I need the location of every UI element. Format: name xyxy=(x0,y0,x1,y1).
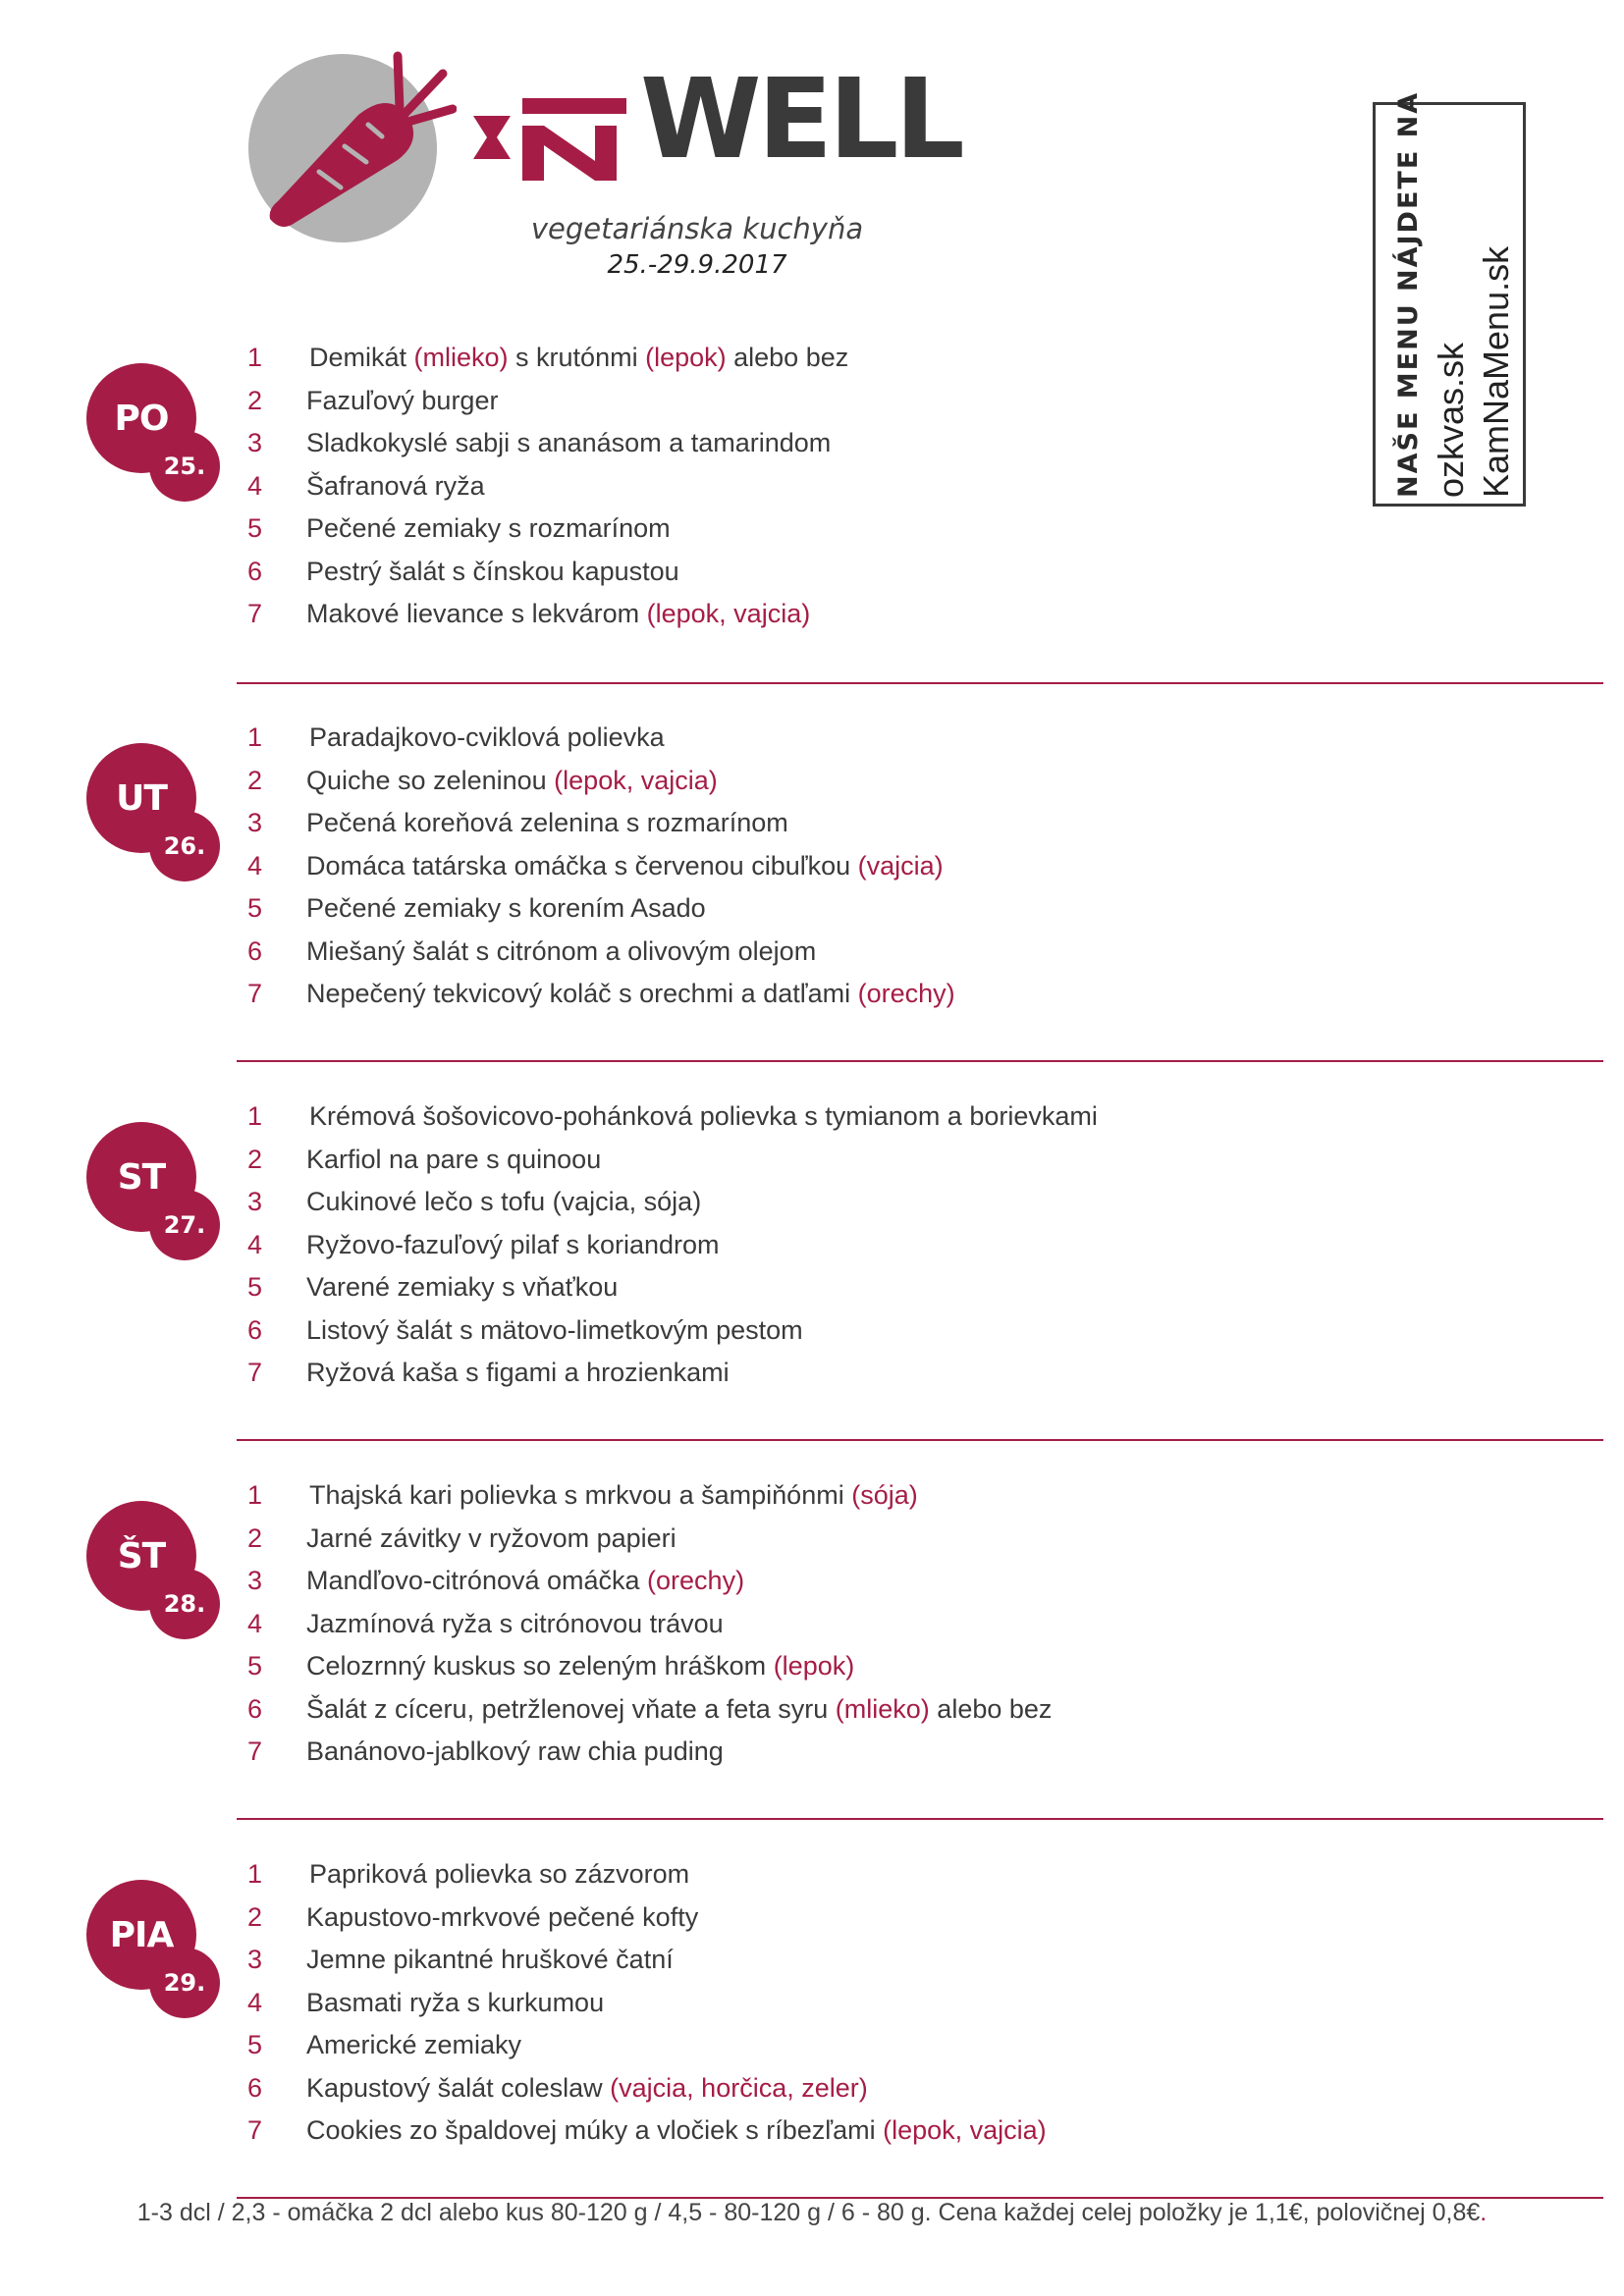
item-number: 1 xyxy=(247,722,263,752)
item-number: 2 xyxy=(247,1901,263,1932)
dish-name: s krutónmi xyxy=(508,343,646,372)
day-section xyxy=(0,319,1624,697)
date-badge: 26. xyxy=(149,811,220,881)
dish-name: Banánovo-jablkový raw chia puding xyxy=(306,1736,724,1766)
item-number: 2 xyxy=(247,765,263,795)
item-number: 5 xyxy=(247,513,263,543)
allergen-note: (lepok) xyxy=(773,1651,855,1681)
item-number: 4 xyxy=(247,1229,263,1259)
brand-name: WELL xyxy=(640,56,961,184)
divider xyxy=(237,1818,1603,1820)
item-text xyxy=(306,1145,601,1175)
allergen-note: (mlieko) xyxy=(835,1693,930,1724)
dish-name: Šalát z cíceru, petržlenovej vňate a feta syru xyxy=(306,1693,836,1724)
item-text xyxy=(306,1988,604,2018)
dish-name: Ryžovo-fazuľový pilaf s koriandrom xyxy=(306,1229,720,1259)
item-number: 7 xyxy=(247,979,263,1008)
allergen-note: (vajcia, horčica, zeler) xyxy=(610,2072,868,2103)
item-number: 2 xyxy=(247,385,263,415)
dish-name: Varené zemiaky s vňaťkou xyxy=(306,1272,619,1302)
item-number: 4 xyxy=(247,1987,263,2017)
item-number: 1 xyxy=(247,1480,263,1510)
footer-note xyxy=(0,2199,1624,2227)
dish-name: Makové lievance s lekvárom xyxy=(306,599,647,628)
item-number: 2 xyxy=(247,1522,263,1553)
dish-name: Pečené zemiaky s korením Asado xyxy=(306,893,706,923)
dish-name: Basmati ryža s kurkumou xyxy=(306,1987,605,2017)
info-title: NAŠE MENU NÁJDETE NA xyxy=(1393,90,1424,498)
item-number: 3 xyxy=(247,428,263,457)
item-text xyxy=(306,936,816,967)
item-text xyxy=(306,1566,744,1596)
dish-name: Cukinové lečo s tofu (vajcia, sója) xyxy=(306,1187,702,1216)
item-number: 5 xyxy=(247,2030,263,2059)
date-range: 25.-29.9.2017 xyxy=(607,250,787,280)
day-badge: ŠT xyxy=(86,1501,196,1611)
item-text xyxy=(306,808,788,838)
day-section xyxy=(0,1078,1624,1456)
date-badge: 25. xyxy=(149,431,220,502)
item-text xyxy=(306,1945,674,1975)
item-text xyxy=(306,766,718,796)
item-number: 6 xyxy=(247,1314,263,1345)
item-text xyxy=(306,1230,720,1260)
item-text xyxy=(306,599,810,629)
item-text xyxy=(306,1523,677,1554)
item-text xyxy=(306,979,955,1009)
allergen-note: (mlieko) xyxy=(413,343,509,372)
item-number: 3 xyxy=(247,808,263,837)
dish-name: alebo bez xyxy=(929,1693,1053,1724)
item-text xyxy=(306,1694,1052,1725)
allergen-note: (orechy) xyxy=(857,979,955,1008)
item-number: 7 xyxy=(247,599,263,628)
dish-name: Fazuľový burger xyxy=(306,385,499,415)
allergen-note: (lepok, vajcia) xyxy=(883,2115,1047,2145)
item-text xyxy=(306,1315,803,1346)
dish-name: Jazmínová ryža s citrónovou trávou xyxy=(306,1608,724,1638)
dish-name: Domáca tatárska omáčka s červenou cibuľkou xyxy=(306,850,858,881)
dish-name: Nepečený tekvicový koláč s orechmi a datľami xyxy=(306,979,858,1008)
dish-name: Pečená koreňová zelenina s rozmarínom xyxy=(306,808,788,837)
day-section xyxy=(0,1836,1624,2214)
item-number: 1 xyxy=(247,1859,263,1889)
day-badge: UT xyxy=(86,743,196,853)
brand-mark-icon xyxy=(469,79,636,187)
allergen-note: (sója) xyxy=(851,1480,918,1510)
divider xyxy=(237,1060,1603,1062)
dish-name: Cookies zo špaldovej múky a vločiek s ríbezľami xyxy=(306,2115,884,2145)
item-text xyxy=(306,2115,1047,2146)
item-text xyxy=(306,2030,521,2060)
dish-name: Thajská kari polievka s mrkvou a šampiňónmi xyxy=(309,1480,852,1510)
item-text xyxy=(309,1480,918,1511)
item-text xyxy=(309,722,665,753)
date-badge: 27. xyxy=(149,1190,220,1260)
day-badge: ST xyxy=(86,1122,196,1232)
dish-name: Quiche so zeleninou xyxy=(306,765,555,795)
item-number: 3 xyxy=(247,1566,263,1595)
item-number: 5 xyxy=(247,893,263,923)
dish-name: Šafranová ryža xyxy=(306,470,485,501)
dish-name: Kapustový šalát coleslaw xyxy=(306,2072,611,2103)
item-number: 4 xyxy=(247,1608,263,1638)
dish-name: Sladkokyslé sabji s ananásom a tamarindom xyxy=(306,428,832,457)
footer-text: 1-3 dcl / 2,3 - omáčka 2 dcl alebo kus 80-120 g / 4,5 - 80-120 g / 6 - 80 g. Cena každej celej položky je 1,1€, polovičnej 0,8€ xyxy=(136,2199,1481,2226)
item-text xyxy=(306,1609,724,1639)
dish-name: Americké zemiaky xyxy=(306,2030,522,2059)
dish-name: Jemne pikantné hruškové čatní xyxy=(306,1945,674,1974)
item-text xyxy=(306,386,498,416)
item-number: 7 xyxy=(247,1358,263,1387)
allergen-note: (lepok, vajcia) xyxy=(646,599,811,628)
dish-name: Karfiol na pare s quinoou xyxy=(306,1144,602,1174)
item-text xyxy=(309,1101,1098,1132)
subtitle: vegetariánska kuchyňa xyxy=(530,212,864,245)
item-text xyxy=(306,1651,854,1682)
item-text xyxy=(306,1358,730,1388)
dish-name: Miešaný šalát s citrónom a olivovým olejom xyxy=(306,935,817,966)
dish-name: Jarné závitky v ryžovom papieri xyxy=(306,1522,677,1553)
item-number: 5 xyxy=(247,1272,263,1302)
item-number: 1 xyxy=(247,343,263,372)
item-text xyxy=(306,851,944,881)
item-text xyxy=(309,343,848,373)
item-text xyxy=(306,1902,698,1933)
item-number: 3 xyxy=(247,1945,263,1974)
item-text xyxy=(306,2073,868,2104)
day-badge: PO xyxy=(86,363,196,473)
item-text xyxy=(306,1187,701,1217)
footer-end: . xyxy=(1480,2199,1488,2226)
dish-name: Kapustovo-mrkvové pečené kofty xyxy=(306,1901,699,1932)
dish-name: alebo bez xyxy=(726,343,849,372)
carrot-icon xyxy=(250,44,457,240)
item-text xyxy=(306,1736,724,1767)
dish-name: Mandľovo-citrónová omáčka xyxy=(306,1566,648,1595)
item-number: 5 xyxy=(247,1651,263,1681)
item-text xyxy=(306,893,706,924)
item-text xyxy=(306,1272,618,1303)
dish-name: Ryžová kaša s figami a hrozienkami xyxy=(306,1358,730,1387)
day-section xyxy=(0,1457,1624,1835)
dish-name: Papriková polievka so zázvorom xyxy=(309,1859,690,1889)
item-number: 4 xyxy=(247,470,263,501)
divider xyxy=(237,682,1603,684)
dish-name: Pestrý šalát s čínskou kapustou xyxy=(306,556,679,586)
item-number: 6 xyxy=(247,2072,263,2103)
info-site-kamnamenu[interactable]: KamNaMenu.sk xyxy=(1476,245,1516,498)
info-site-ozkvas[interactable]: ozkvas.sk xyxy=(1431,342,1471,498)
item-number: 3 xyxy=(247,1187,263,1216)
dish-name: Paradajkovo-cviklová polievka xyxy=(309,722,665,752)
allergen-note: (vajcia) xyxy=(857,850,944,881)
item-text xyxy=(306,513,671,544)
dish-name: Celozrnný kuskus so zeleným hráškom xyxy=(306,1651,774,1681)
item-text xyxy=(306,471,485,502)
dish-name: Listový šalát s mätovo-limetkovým pestom xyxy=(306,1314,803,1345)
item-number: 6 xyxy=(247,556,263,586)
item-number: 2 xyxy=(247,1144,263,1174)
item-number: 7 xyxy=(247,2115,263,2145)
date-badge: 28. xyxy=(149,1569,220,1639)
item-number: 4 xyxy=(247,850,263,881)
date-badge: 29. xyxy=(149,1948,220,2018)
item-number: 6 xyxy=(247,1693,263,1724)
allergen-note: (lepok) xyxy=(645,343,727,372)
allergen-note: (orechy) xyxy=(647,1566,745,1595)
item-text xyxy=(306,428,831,458)
dish-name: Demikát xyxy=(309,343,414,372)
item-text xyxy=(309,1859,689,1890)
item-text xyxy=(306,557,679,587)
item-number: 6 xyxy=(247,935,263,966)
day-section xyxy=(0,699,1624,1077)
divider xyxy=(237,1439,1603,1441)
dish-name: Pečené zemiaky s rozmarínom xyxy=(306,513,671,543)
item-number: 1 xyxy=(247,1101,263,1131)
allergen-note: (lepok, vajcia) xyxy=(554,765,718,795)
dish-name: Krémová šošovicovo-pohánková polievka s tymianom a borievkami xyxy=(309,1101,1098,1131)
item-number: 7 xyxy=(247,1736,263,1766)
day-badge: PIA xyxy=(86,1880,196,1990)
